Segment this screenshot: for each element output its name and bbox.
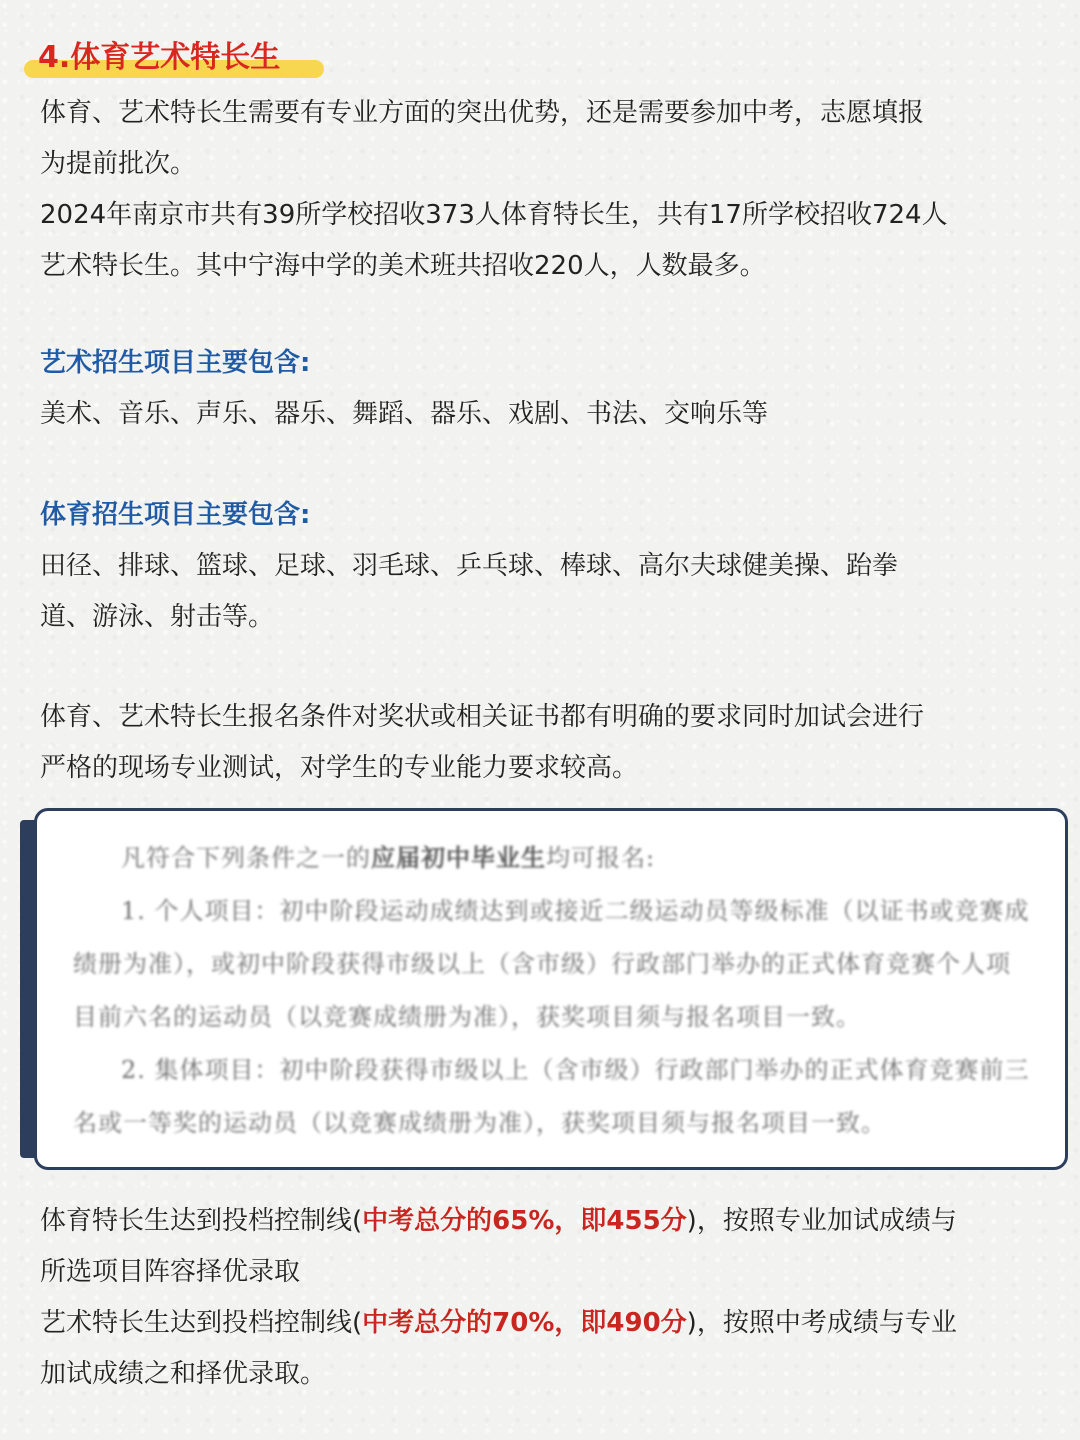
excerpt-line: 目前六名的运动员（以竞赛成绩册为准），获奖项目须与报名项目一致。 — [73, 1003, 861, 1031]
intro-line: 艺术特长生。其中宁海中学的美术班共招收220人，人数最多。 — [40, 251, 766, 281]
requirements-line: 体育、艺术特长生报名条件对奖状或相关证书都有明确的要求同时加试会进行 — [40, 702, 925, 732]
section-title: 4.体育艺术特长生 — [38, 40, 281, 75]
art-items — [40, 389, 1040, 440]
excerpt-line: 2. 集体项目：初中阶段获得市级以上（含市级）行政部门举办的正式体育竞赛前三 — [121, 1056, 1030, 1084]
requirements-line: 严格的现场专业测试，对学生的专业能力要求较高。 — [40, 753, 639, 783]
art-items-line: 美术、音乐、声乐、器乐、舞蹈、器乐、戏剧、书法、交响乐等 — [40, 399, 769, 429]
admission-line: 加试成绩之和择优录取。 — [40, 1359, 327, 1389]
sports-items — [40, 541, 1040, 643]
requirements-paragraph — [40, 692, 1040, 794]
sports-items-line: 道、游泳、射击等。 — [40, 602, 275, 632]
admission-text: 艺术特长生达到投档控制线( — [40, 1308, 363, 1338]
sports-heading: 体育招生项目主要包含: — [40, 500, 311, 530]
intro-paragraph — [40, 88, 1040, 292]
excerpt-text: 均可报名: — [546, 844, 656, 872]
policy-excerpt-text — [73, 831, 1033, 1150]
art-score-emphasis: 中考总分的70%，即490分 — [362, 1308, 687, 1338]
excerpt-text: 凡符合下列条件之一的 — [121, 844, 371, 872]
admission-text: )，按照专业加试成绩与 — [686, 1206, 957, 1236]
admission-line: 所选项目阵容择优录取 — [40, 1257, 301, 1287]
admission-line — [40, 1298, 1040, 1349]
section-title-block — [24, 38, 280, 78]
admission-line — [40, 1196, 1040, 1247]
art-heading: 艺术招生项目主要包含: — [40, 348, 311, 378]
excerpt-bold-text: 应届初中毕业生 — [371, 843, 546, 872]
excerpt-line: 1. 个人项目：初中阶段运动成绩达到或接近二级运动员等级标准（以证书或竞赛成 — [121, 897, 1030, 925]
intro-line: 2024年南京市共有39所学校招收373人体育特长生，共有17所学校招收724人 — [40, 200, 948, 230]
intro-line: 为提前批次。 — [40, 149, 197, 179]
intro-line: 体育、艺术特长生需要有专业方面的突出优势，还是需要参加中考，志愿填报 — [40, 98, 925, 128]
excerpt-line: 名或一等奖的运动员（以竞赛成绩册为准），获奖项目须与报名项目一致。 — [73, 1109, 886, 1137]
excerpt-line: 绩册为准），或初中阶段获得市级以上（含市级）行政部门举办的正式体育竞赛个人项 — [73, 950, 1011, 978]
admission-text: 体育特长生达到投档控制线( — [40, 1206, 363, 1236]
admission-paragraph — [40, 1196, 1040, 1400]
sport-score-emphasis: 中考总分的65%，即455分 — [362, 1206, 687, 1236]
excerpt-line — [73, 831, 1033, 885]
admission-text: )，按照中考成绩与专业 — [686, 1308, 957, 1338]
policy-excerpt-image — [34, 808, 1068, 1170]
sports-items-line: 田径、排球、篮球、足球、羽毛球、乒乓球、棒球、高尔夫球健美操、跆拳 — [40, 551, 899, 581]
